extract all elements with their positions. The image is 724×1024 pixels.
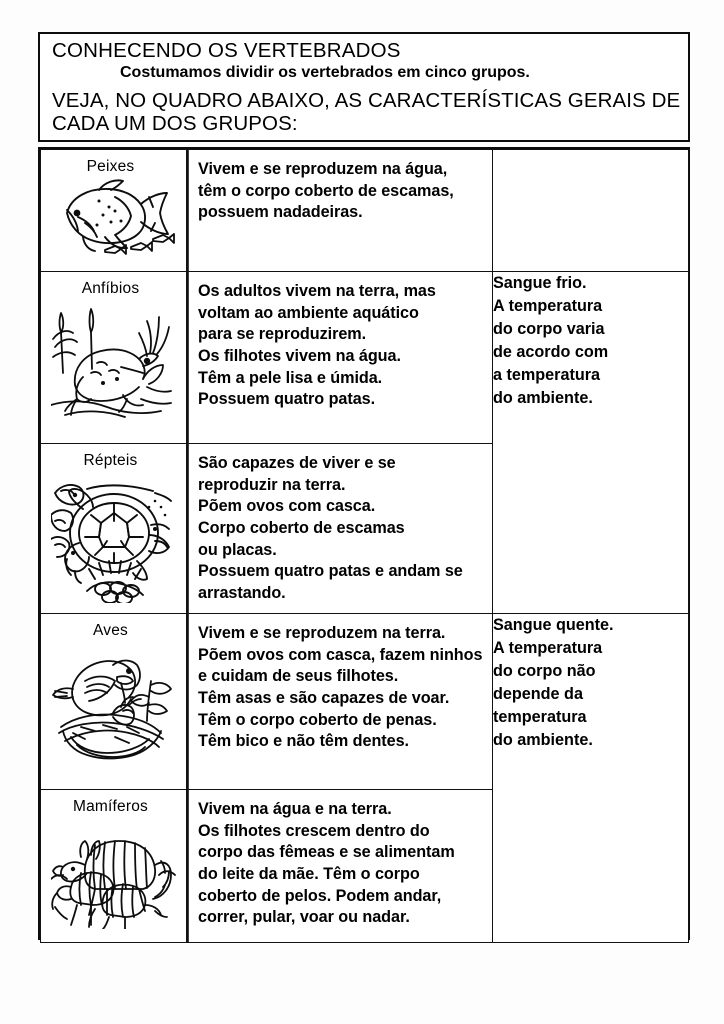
blood-line: do ambiente.: [493, 731, 593, 749]
blood-line: a temperatura: [493, 366, 601, 384]
group-label: Anfíbios: [81, 280, 140, 297]
blood-line: depende da: [493, 685, 583, 703]
description-cell-repteis: [187, 444, 493, 614]
description-cell-peixes: [187, 150, 493, 272]
description-line: coberto de pelos. Podem andar,: [198, 886, 442, 905]
instruction-text: [52, 90, 688, 136]
blood-cell-warm: [493, 614, 689, 943]
description-line: Vivem e se reproduzem na terra.: [198, 624, 446, 642]
page-subtitle: Costumamos dividir os vertebrados em cinco grupos.: [120, 63, 530, 81]
blood-line: de acordo com: [493, 343, 609, 361]
description-line: Vivem na água e na terra.: [198, 800, 392, 818]
description-line: Têm a pele lisa e úmida.: [198, 368, 383, 387]
instruction-line-2: CADA UM DOS GRUPOS:: [52, 112, 298, 136]
armadillo-illustration: [51, 817, 177, 929]
group-label: Répteis: [83, 452, 138, 469]
description-line: ou placas.: [198, 540, 277, 559]
description-line: correr, pular, voar ou nadar.: [198, 908, 410, 927]
vertebrates-table: [38, 147, 690, 940]
description-line: Corpo coberto de escamas: [198, 518, 405, 537]
description-line: e cuidam de seus filhotes.: [198, 667, 399, 686]
instruction-line-1: VEJA, NO QUADRO ABAIXO, AS CARACTERÍSTICAS GERAIS DE: [52, 89, 681, 113]
group-cell-peixes: [41, 150, 187, 272]
blood-line: A temperatura: [493, 639, 603, 657]
description-line: Os filhotes vivem na água.: [198, 346, 401, 365]
description-line: para se reproduzirem.: [198, 325, 367, 344]
description-cell-anfibios: [187, 272, 493, 444]
frog-illustration: [51, 299, 177, 421]
header-box: [38, 32, 690, 142]
description-line: Têm o corpo coberto de penas.: [198, 710, 437, 729]
description-line: Têm asas e são capazes de voar.: [198, 688, 450, 707]
blood-line: Sangue quente.: [493, 616, 614, 634]
description-cell-aves: [187, 614, 493, 790]
table-row: [41, 150, 689, 272]
blood-cell-cold: [493, 272, 689, 614]
description-line: Vivem e se reproduzem na água,: [198, 160, 448, 178]
description-line: Possuem quatro patas.: [198, 390, 376, 409]
description-line: Têm bico e não têm dentes.: [198, 732, 409, 751]
description-line: reproduzir na terra.: [198, 475, 346, 494]
group-cell-repteis: [41, 444, 187, 614]
description-line: Possuem quatro patas e andam se: [198, 562, 463, 581]
group-label: Aves: [93, 622, 128, 639]
group-label: Peixes: [86, 158, 135, 175]
description-line: têm o corpo coberto de escamas,: [198, 181, 454, 200]
description-line: Põem ovos com casca.: [198, 497, 376, 516]
table-row: [41, 272, 689, 444]
blood-line: do corpo varia: [493, 320, 605, 338]
description-line: São capazes de viver e se: [198, 454, 396, 472]
description-line: Põem ovos com casca, fazem ninhos: [198, 645, 483, 664]
group-cell-anfibios: [41, 272, 187, 444]
description-cell-mamiferos: [187, 790, 493, 943]
blood-line: Sangue frio.: [493, 274, 587, 292]
description-line: voltam ao ambiente aquático: [198, 303, 419, 322]
description-line: Os filhotes crescem dentro do: [198, 821, 430, 840]
group-cell-mamiferos: [41, 790, 187, 943]
blood-line: do ambiente.: [493, 389, 593, 407]
description-line: do leite da mãe. Têm o corpo: [198, 864, 420, 883]
page-title: CONHECENDO OS VERTEBRADOS: [52, 39, 401, 62]
description-line: possuem nadadeiras.: [198, 203, 363, 222]
turtle-illustration: [51, 471, 177, 603]
description-line: Os adultos vivem na terra, mas: [198, 282, 436, 300]
blood-line: temperatura: [493, 708, 587, 726]
group-label: Mamíferos: [72, 798, 148, 815]
blood-line: do corpo não: [493, 662, 596, 680]
group-cell-aves: [41, 614, 187, 790]
fish-illustration: [53, 177, 175, 255]
table-row: [41, 614, 689, 790]
description-line: arrastando.: [198, 583, 286, 602]
description-line: corpo das fêmeas e se alimentam: [198, 843, 455, 862]
blood-cell-empty: [493, 150, 689, 272]
bird-nest-illustration: [51, 641, 177, 767]
blood-line: A temperatura: [493, 297, 603, 315]
